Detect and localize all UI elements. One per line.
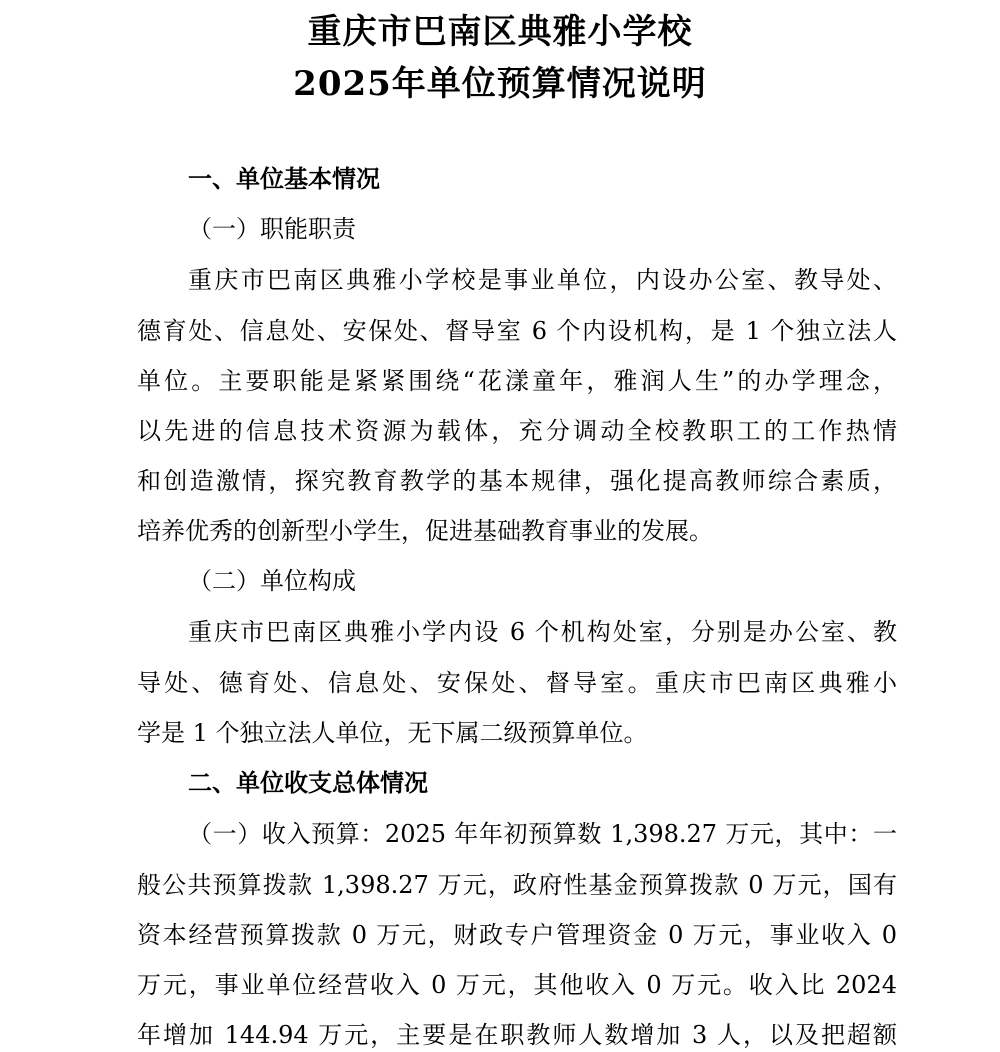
paragraph-line: 年增加 144.94 万元，主要是在职教师人数增加 3 人，以及把超额: [137, 1021, 897, 1049]
paragraph-line: 和创造激情，探究教育教学的基本规律，强化提高教师综合素质，: [137, 467, 897, 495]
subsection-heading-functions: （一）职能职责: [188, 215, 356, 243]
paragraph-line: 重庆市巴南区典雅小学内设 6 个机构处室，分别是办公室、教: [188, 618, 897, 646]
paragraph-line: （一）收入预算：2025 年年初预算数 1,398.27 万元，其中：一: [188, 820, 897, 848]
paragraph-line: 资本经营预算拨款 0 万元，财政专户管理资金 0 万元，事业收入 0: [137, 921, 897, 949]
document-title-line-1: 重庆市巴南区典雅小学校: [307, 12, 693, 52]
paragraph-line: 单位。主要职能是紧紧围绕“花漾童年，雅润人生”的办学理念，: [137, 367, 897, 395]
document-title-line-2: 2025年单位预算情况说明: [293, 64, 707, 104]
paragraph-line: 重庆市巴南区典雅小学校是事业单位，内设办公室、教导处、: [188, 266, 897, 294]
subsection-heading-composition: （二）单位构成: [188, 567, 356, 595]
paragraph-line: 培养优秀的创新型小学生，促进基础教育事业的发展。: [137, 517, 713, 545]
paragraph-line: 万元，事业单位经营收入 0 万元，其他收入 0 万元。收入比 2024: [137, 971, 897, 999]
section-heading-basic-info: 一、单位基本情况: [188, 164, 380, 193]
paragraph-line: 以先进的信息技术资源为载体，充分调动全校教职工的工作热情: [137, 417, 897, 445]
paragraph-line: 德育处、信息处、安保处、督导室 6 个内设机构，是 1 个独立法人: [137, 317, 897, 345]
paragraph-line: 学是 1 个独立法人单位，无下属二级预算单位。: [137, 719, 648, 747]
section-heading-revenue-expenditure: 二、单位收支总体情况: [188, 768, 428, 797]
paragraph-line: 导处、德育处、信息处、安保处、督导室。重庆市巴南区典雅小: [137, 669, 897, 697]
paragraph-line: 般公共预算拨款 1,398.27 万元，政府性基金预算拨款 0 万元，国有: [137, 871, 897, 899]
